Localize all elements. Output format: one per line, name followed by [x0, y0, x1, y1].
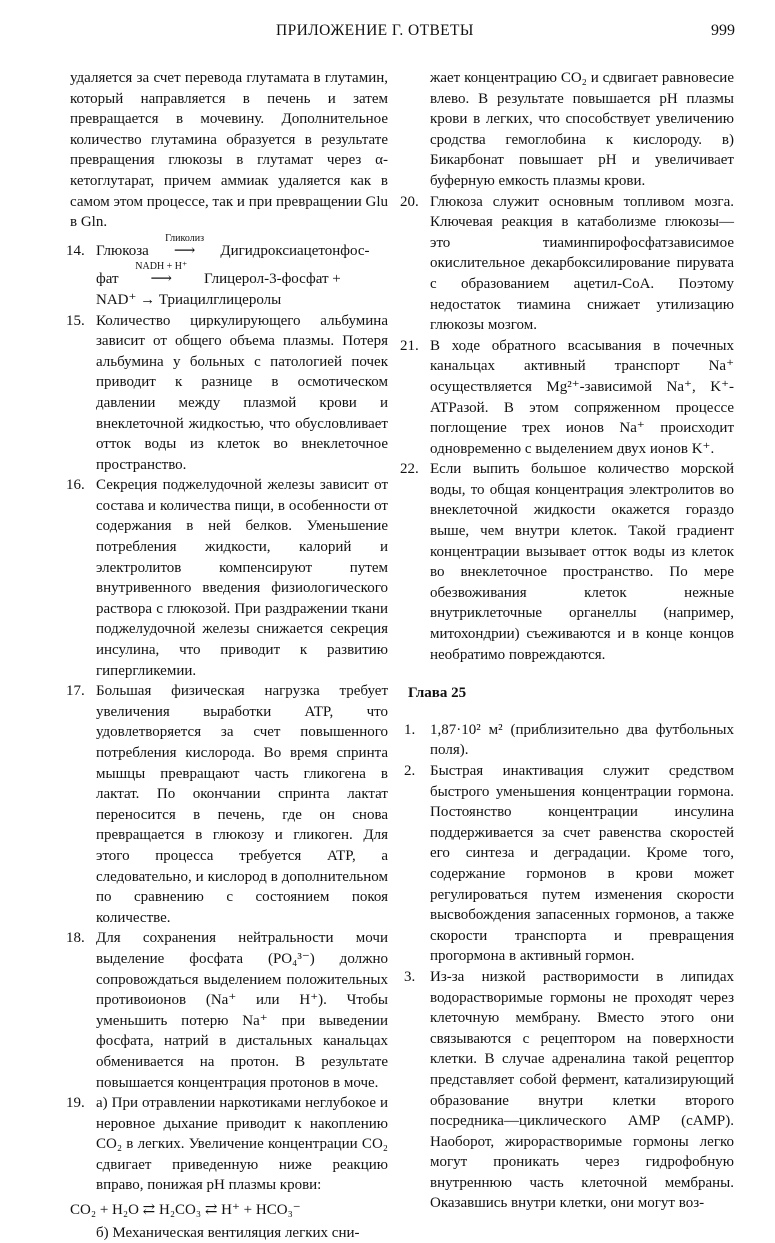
- answer-number: 15.: [66, 312, 85, 329]
- equilibrium-equation: CO₂ + H₂O ⇄ H₂CO₃ ⇄ H⁺ + HCO₃⁻: [70, 1202, 301, 1219]
- answer-text: Из-за низкой растворимости в липидах водорастворимые гормоны не проходят через клеточную мембрану. Вместо этого они связываются с рецептором на поверхности клетки. В случае адреналина такой рецептор представляет собой фермент, катализирующий образование внутри клетки второго посредника—циклического AMP (cAMP). Наоборот, жирорастворимые гормоны легко могут проникать через гидрофобную внутреннюю часть клеточной мембраны. Оказавшись внутри клетки, они могут воз-: [430, 968, 734, 1212]
- answer-13-continuation: удаляется за счет перевода глутамата в глутамин, который направляется в печень и затем превращается в мочевину. Дополнительное количество глутамина образуется в результате превращения глюкозы в глутамат через α-кетоглутарат, причем аммиак удаляется как в самом этом процессе, так и при превращении Glu в Gln.: [70, 70, 388, 231]
- answer-18: [66, 928, 388, 1093]
- right-arrow-icon: ⟶: [173, 242, 196, 259]
- answer-number: 1.: [404, 721, 416, 738]
- answer-21: [400, 336, 734, 460]
- answer-number: 19.: [66, 1095, 85, 1112]
- answer-text: Быстрая инактивация служит средством быстрого уменьшения концентрации гормона. Постоянство концентрации инсулина поддерживается за счет равенства скоростей его синтеза и деградации. Кроме того, содержание гормонов в крови может регулироваться путем изменения скорости высвобождения запасенных гормонов, а также скорости транспорта и превращения прогормона в активный гормон.: [430, 763, 734, 965]
- answer-text: 1,87·10² м² (приблизительно два футбольных поля).: [430, 721, 734, 759]
- right-column: [400, 68, 734, 1214]
- product: Глицерол-3-фосфат +: [204, 271, 341, 288]
- product: Дигидроксиацетонфос-: [220, 242, 370, 259]
- answer-16: [66, 475, 388, 681]
- answer-text: Секреция поджелудочной железы зависит от состава и количества пищи, в особенности от содержания в ней белков. Уменьшение потребления жидкости, калорий и электролитов компенсируют путем внутривенного введения физиологического раствора с глюкозой. При раздражении ткани поджелудочной железы снижается секреция инсулина, что приводит к развитию гипергликемии.: [96, 477, 388, 679]
- page-number: 999: [711, 22, 735, 39]
- answer-text-b: б) Механическая вентиляция легких сни-: [96, 1224, 360, 1241]
- answer-number: 3.: [404, 968, 416, 985]
- answer-number: 22.: [400, 461, 419, 478]
- chapter25-answer-2: [404, 761, 734, 967]
- answer-text: Глюкоза служит основным топливом мозга. Ключевая реакция в катаболизме глюкозы—это тиаминпирофосфатзависимое окислительное декарбоксилирование пирувата с образованием ацетил-CoA. Поэтому недостаток тиамина снижает утилизацию глюкозы мозгом.: [430, 193, 734, 334]
- reactant: фат: [96, 271, 119, 288]
- right-arrow-icon: ⟶: [150, 271, 173, 288]
- chapter-heading: Глава 25: [408, 685, 467, 702]
- page-header: [0, 22, 775, 48]
- answer-14: [66, 232, 388, 311]
- answer-17: [66, 681, 388, 928]
- running-title: ПРИЛОЖЕНИЕ Г. ОТВЕТЫ: [276, 22, 474, 39]
- answer-number: 21.: [400, 337, 419, 354]
- answer-number: 14.: [66, 242, 85, 259]
- reactant: Глюкоза: [96, 242, 149, 259]
- reaction-line-3: NAD⁺ → Триацилглицеролы: [96, 291, 282, 308]
- answer-number: 18.: [66, 930, 85, 947]
- answer-text: Для сохранения нейтральности мочи выделение фосфата (PO₄³⁻) должно сопровождаться выделением положительных противоионов (Na⁺ или H⁺). Чтобы уменьшить потерю Na⁺ при выведении фосфата, натрий в дистальных канальцах обменивается на протон. В результате повышается концентрация протонов в моче.: [96, 930, 388, 1091]
- answer-15: [66, 311, 388, 476]
- arrow-label: Гликолиз: [165, 232, 205, 244]
- answer-text: Если выпить большое количество морской воды, то общая концентрация электролитов во внеклеточной жидкости окажется гораздо выше, чем внутри клеток. Такой градиент концентрации вызывает отток воды из клеток во внеклеточное пространство. По мере обезвоживания клеток нежные внутриклеточные органеллы (например, митохондрии) съеживаются и в конце концов необратимо повреждаются.: [430, 461, 734, 663]
- chapter25-answer-3: [404, 967, 734, 1214]
- arrow-label: NADH + H⁺: [135, 261, 188, 273]
- answer-text-a: а) При отравлении наркотиками неглубокое и неровное дыхание приводит к накоплению CO₂ в легких. Увеличение концентрации CO₂ сдвигает приведенную ниже реакцию вправо, понижая pH плазмы крови:: [96, 1095, 388, 1194]
- answer-text: В ходе обратного всасывания в почечных канальцах активный транспорт Na⁺ осуществляется Mg²⁺-зависимой Na⁺, K⁺-ATPазой. В этом сопряженном процессе поглощение трех ионов Na⁺ происходит одновременно с выделением двух ионов K⁺.: [430, 337, 734, 457]
- answer-number: 16.: [66, 477, 85, 494]
- chapter25-answer-1: [404, 720, 734, 761]
- reaction-line-2: [96, 261, 388, 290]
- answer-number: 2.: [404, 763, 416, 779]
- left-column: [66, 68, 388, 1243]
- answer-22: [400, 459, 734, 665]
- answer-number: 17.: [66, 683, 85, 700]
- answer-text: Большая физическая нагрузка требует увеличения выработки ATP, что удовлетворяется за счет повышенного потребления кислорода. Во время спринта мышцы превращают часть гликогена в лактат. По окончании спринта лактат переносится в печень, где он снова превращается в глюкозу и гликоген. Для этого процесса требуется ATP, а следовательно, и кислород в дополнительном по сравнению с состоянием покоя количестве.: [96, 683, 388, 926]
- answer-text: Количество циркулирующего альбумина зависит от общего объема плазмы. Потеря альбумина у больных с патологией почек приводит к разнице в осмотическом давлении между плазмой крови и внеклеточной жидкостью, что обусловливает отток воды из клеток во внеклеточное пространство.: [96, 312, 388, 473]
- answer-19: [66, 1093, 388, 1196]
- answer-number: 20.: [400, 193, 419, 210]
- answer-20: [400, 192, 734, 336]
- answer-19-continuation: жает концентрацию CO₂ и сдвигает равновесие влево. В результате повышается pH плазмы крови в легких, что способствует увеличению сродства гемоглобина к кислороду. в) Бикарбонат повышает pH и увеличивает буферную емкость плазмы крови.: [430, 70, 734, 189]
